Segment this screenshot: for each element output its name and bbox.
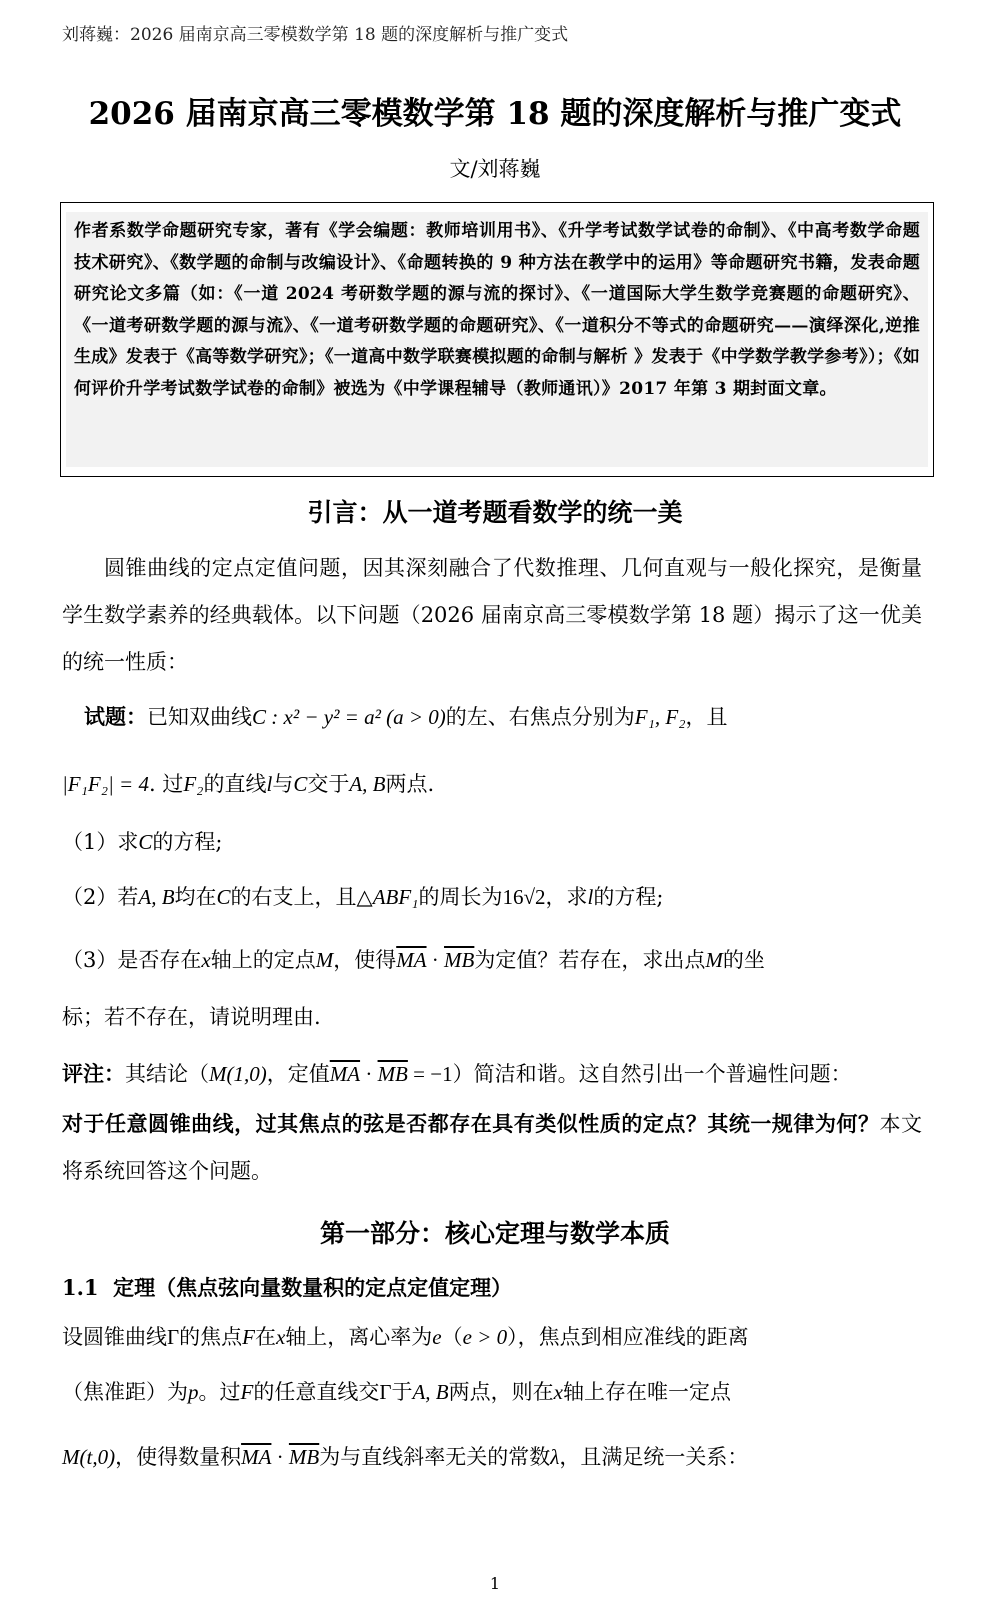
question-1: （1）求C的方程;	[62, 830, 223, 854]
part1-heading: 第一部分：核心定理与数学本质	[319, 1219, 670, 1248]
math-triangle: △ABF₁	[356, 885, 419, 909]
page-number: 1	[489, 1574, 501, 1593]
page-title: 2026 届南京高三零模数学第 18 题的深度解析与推广变式	[88, 96, 902, 132]
comment-paragraph: 对于任意圆锥曲线，过其焦点的弦是否都存在具有类似性质的定点？其统一规律为何？本文将系统回答这个问题。	[62, 1111, 922, 1183]
comment-question: 对于任意圆锥曲线，过其焦点的弦是否都存在具有类似性质的定点？其统一规律为何？	[62, 1111, 880, 1136]
intro-paragraph: 圆锥曲线的定点定值问题，因其深刻融合了代数推理、几何直观与一般化探究，是衡量学生数学素养的经典载体。以下问题（2026 届南京高三零模数学第 18 题）揭示了这一优美的统一性质：	[62, 556, 922, 674]
theorem-line-2: （焦准距）为p。过F的任意直线交Γ于A, B两点，则在x轴上存在唯一定点	[62, 1380, 731, 1404]
question-3: （3）是否存在x轴上的定点M，使得$\overline{MA} \cdot \overline{MB}$为定值？若存在，求出点M的坐	[62, 948, 765, 972]
question-2: （2）若A, B均在C的右支上，且△ABF₁的周长为16√2，求l的方程;	[62, 885, 664, 909]
math-hyperbola: C : x² − y² = a² (a > 0)	[252, 705, 446, 729]
theorem-line-3: M(t,0)，使得数量积$\overline{MA} \cdot \overline{MB}$为与直线斜率无关的常数λ，且满足统一关系：	[62, 1445, 749, 1469]
math-perimeter: 16√2	[502, 885, 546, 909]
author-bio-text: 作者系数学命题研究专家，著有《学会编题：教师培训用书》、《升学考试数学试卷的命制》、《中高考数学命题技术研究》、《数学题的命制与改编设计》、《命题转换的 9 种方法在教学中的运用》等命题研究书籍，发表命题研究论文多篇（如：《一道 2024 考研数学题的源与流的探讨》、《一道国际大学生数学竞赛题的命题研究》、《一道考研数学题的源与流》、《一道考研数学题的命题研究》、《一道积分不等式的命题研究——演绎深化,逆推生成》发表于《高等数学研究》；《一道高中数学联赛模拟题的命制与解析 》发表于《中学数学教学参考》）；《如何评价升学考试数学试卷的命制》被选为《中学课程辅导（教师通讯）》2017 年第 3 期封面文章。	[66, 212, 928, 467]
problem-line-2: |F₁F₂| = 4. 过F₂的直线l与C交于A, B两点.	[62, 772, 435, 796]
question-3-cont: 标；若不存在，请说明理由.	[62, 1005, 321, 1029]
intro-heading: 引言：从一道考题看数学的统一美	[307, 498, 683, 527]
problem-line-1: 试题：已知双曲线C : x² − y² = a² (a > 0)的左、右焦点分别为F₁, F₂，且	[84, 704, 728, 729]
running-header: 刘蒋巍：2026 届南京高三零模数学第 18 题的深度解析与推广变式	[62, 25, 569, 45]
math-focal-distance: |F₁F₂| = 4	[62, 772, 149, 796]
comment-line-1: 评注：其结论（M(1,0)，定值$\overline{MA} \cdot \overline{MB} = -1$）简洁和谐。这自然引出一个普遍性问题：	[62, 1061, 852, 1086]
theorem-heading: 1.1 定理（焦点弦向量数量积的定点定值定理）	[62, 1275, 513, 1300]
author-line: 文/刘蒋巍	[449, 157, 541, 181]
vector-MB: $\overline{MB}$	[444, 948, 475, 972]
comment-label: 评注：	[62, 1061, 125, 1086]
theorem-line-1: 设圆锥曲线Γ的焦点F在x轴上，离心率为e（e > 0），焦点到相应准线的距离	[62, 1325, 749, 1349]
author-bio-box	[60, 202, 934, 477]
problem-label: 试题：	[84, 704, 147, 729]
vector-MA: $\overline{MA}$	[396, 948, 427, 972]
math-foci: F₁, F₂	[634, 705, 686, 729]
